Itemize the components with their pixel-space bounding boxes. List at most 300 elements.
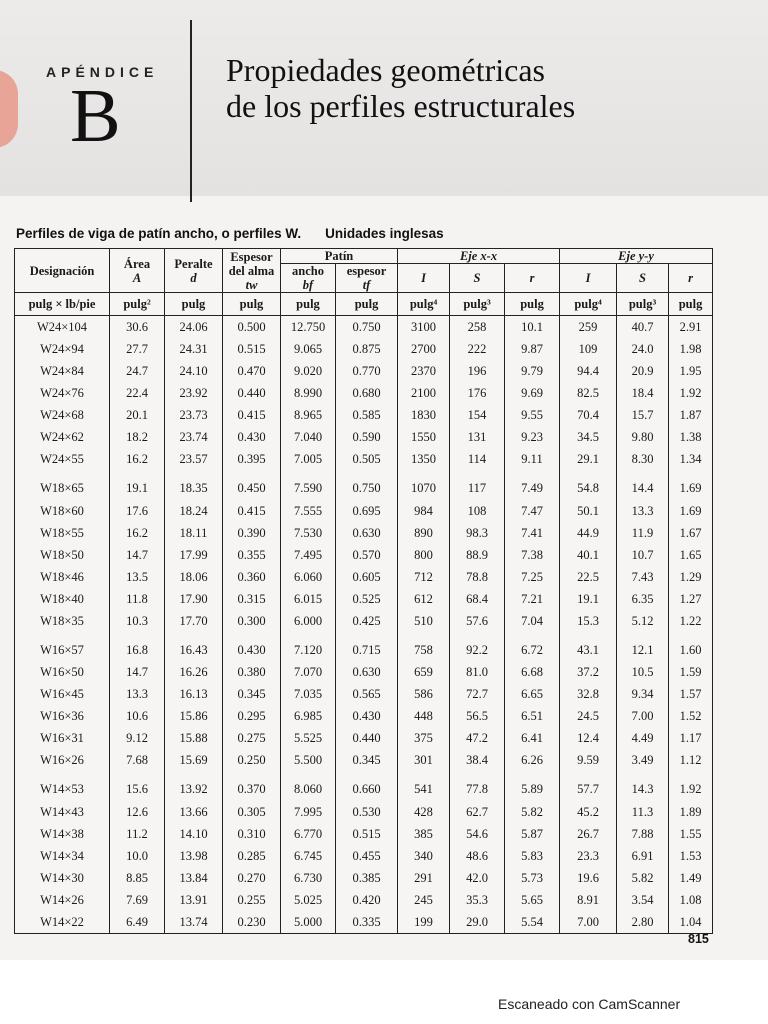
table-row: [15, 911, 713, 934]
value-cell: 7.555: [281, 500, 336, 522]
table-row: [15, 632, 713, 661]
value-cell: 13.5: [110, 566, 165, 588]
value-cell: 7.21: [505, 588, 560, 610]
value-cell: 0.270: [223, 867, 281, 889]
value-cell: 1.53: [669, 845, 713, 867]
value-cell: 0.250: [223, 749, 281, 771]
value-cell: 0.345: [336, 749, 398, 771]
value-cell: 18.2: [110, 426, 165, 448]
value-cell: 0.515: [223, 338, 281, 360]
title-line-2: de los perfiles estructurales: [226, 88, 576, 124]
value-cell: 1.27: [669, 588, 713, 610]
value-cell: 712: [398, 566, 450, 588]
value-cell: 13.91: [165, 889, 223, 911]
value-cell: 20.9: [617, 360, 669, 382]
value-cell: 16.26: [165, 661, 223, 683]
value-cell: 7.530: [281, 522, 336, 544]
value-cell: 1.69: [669, 500, 713, 522]
value-cell: 0.565: [336, 683, 398, 705]
unit-cell: pulg: [336, 293, 398, 316]
value-cell: 6.26: [505, 749, 560, 771]
value-cell: 13.74: [165, 911, 223, 934]
value-cell: 17.90: [165, 588, 223, 610]
value-cell: 5.000: [281, 911, 336, 934]
value-cell: 7.38: [505, 544, 560, 566]
value-cell: 0.430: [223, 426, 281, 448]
value-cell: 245: [398, 889, 450, 911]
unit-cell: pulg: [505, 293, 560, 316]
designation-cell: W14×53: [15, 771, 110, 800]
value-cell: 6.65: [505, 683, 560, 705]
value-cell: 6.41: [505, 727, 560, 749]
value-cell: 5.73: [505, 867, 560, 889]
value-cell: 0.425: [336, 610, 398, 632]
designation-cell: W14×22: [15, 911, 110, 934]
value-cell: 7.495: [281, 544, 336, 566]
value-cell: 16.2: [110, 522, 165, 544]
value-cell: 18.11: [165, 522, 223, 544]
table-row: [15, 338, 713, 360]
value-cell: 259: [560, 316, 617, 339]
header-divider: [190, 20, 192, 202]
value-cell: 22.5: [560, 566, 617, 588]
col-sxx: S: [450, 264, 505, 293]
value-cell: 48.6: [450, 845, 505, 867]
value-cell: 12.4: [560, 727, 617, 749]
designation-cell: W16×36: [15, 705, 110, 727]
value-cell: 15.86: [165, 705, 223, 727]
value-cell: 9.34: [617, 683, 669, 705]
table-row: [15, 749, 713, 771]
value-cell: 0.440: [336, 727, 398, 749]
value-cell: 2.80: [617, 911, 669, 934]
value-cell: 24.5: [560, 705, 617, 727]
value-cell: 1070: [398, 470, 450, 499]
value-cell: 26.7: [560, 823, 617, 845]
value-cell: 114: [450, 448, 505, 470]
value-cell: 0.680: [336, 382, 398, 404]
table-row: [15, 500, 713, 522]
designation-cell: W18×50: [15, 544, 110, 566]
table-row: [15, 316, 713, 339]
designation-cell: W14×34: [15, 845, 110, 867]
value-cell: 1.89: [669, 801, 713, 823]
value-cell: 0.450: [223, 470, 281, 499]
designation-cell: W14×38: [15, 823, 110, 845]
value-cell: 12.1: [617, 632, 669, 661]
value-cell: 17.6: [110, 500, 165, 522]
value-cell: 13.3: [617, 500, 669, 522]
designation-cell: W24×84: [15, 360, 110, 382]
col-ryy: r: [669, 264, 713, 293]
value-cell: 375: [398, 727, 450, 749]
table-row: [15, 727, 713, 749]
value-cell: 1.12: [669, 749, 713, 771]
value-cell: 0.390: [223, 522, 281, 544]
value-cell: 23.57: [165, 448, 223, 470]
value-cell: 0.750: [336, 316, 398, 339]
value-cell: 0.230: [223, 911, 281, 934]
value-cell: 6.730: [281, 867, 336, 889]
value-cell: 108: [450, 500, 505, 522]
value-cell: 586: [398, 683, 450, 705]
value-cell: 23.3: [560, 845, 617, 867]
value-cell: 9.12: [110, 727, 165, 749]
value-cell: 5.025: [281, 889, 336, 911]
value-cell: 6.770: [281, 823, 336, 845]
value-cell: 9.79: [505, 360, 560, 382]
value-cell: 56.5: [450, 705, 505, 727]
value-cell: 7.25: [505, 566, 560, 588]
value-cell: 2370: [398, 360, 450, 382]
value-cell: 1.95: [669, 360, 713, 382]
value-cell: 16.13: [165, 683, 223, 705]
value-cell: 0.345: [223, 683, 281, 705]
value-cell: 0.515: [336, 823, 398, 845]
value-cell: 22.4: [110, 382, 165, 404]
designation-cell: W24×68: [15, 404, 110, 426]
unit-cell: pulg: [281, 293, 336, 316]
value-cell: 0.875: [336, 338, 398, 360]
value-cell: 19.1: [110, 470, 165, 499]
row-group: [15, 316, 713, 471]
value-cell: 3.49: [617, 749, 669, 771]
value-cell: 29.0: [450, 911, 505, 934]
value-cell: 10.7: [617, 544, 669, 566]
value-cell: 7.04: [505, 610, 560, 632]
value-cell: 758: [398, 632, 450, 661]
value-cell: 0.590: [336, 426, 398, 448]
value-cell: 7.43: [617, 566, 669, 588]
value-cell: 0.380: [223, 661, 281, 683]
table-row: [15, 470, 713, 499]
camscanner-watermark: Escaneado con CamScanner: [498, 996, 681, 1012]
value-cell: 11.8: [110, 588, 165, 610]
value-cell: 34.5: [560, 426, 617, 448]
table-row: [15, 867, 713, 889]
table-row: [15, 544, 713, 566]
value-cell: 0.430: [223, 632, 281, 661]
table-row: [15, 610, 713, 632]
row-group: [15, 470, 713, 632]
value-cell: 6.985: [281, 705, 336, 727]
table-row: [15, 889, 713, 911]
value-cell: 0.420: [336, 889, 398, 911]
value-cell: 8.060: [281, 771, 336, 800]
designation-cell: W16×31: [15, 727, 110, 749]
w-shapes-table: [14, 248, 713, 934]
value-cell: 0.455: [336, 845, 398, 867]
designation-cell: W18×60: [15, 500, 110, 522]
value-cell: 8.85: [110, 867, 165, 889]
value-cell: 11.3: [617, 801, 669, 823]
value-cell: 37.2: [560, 661, 617, 683]
value-cell: 5.83: [505, 845, 560, 867]
appendix-letter: B: [70, 74, 121, 158]
value-cell: 258: [450, 316, 505, 339]
unit-cell: pulg × lb/pie: [15, 293, 110, 316]
value-cell: 1.60: [669, 632, 713, 661]
value-cell: 7.070: [281, 661, 336, 683]
value-cell: 54.6: [450, 823, 505, 845]
value-cell: 9.11: [505, 448, 560, 470]
table-caption-units: Unidades inglesas: [325, 226, 444, 241]
value-cell: 23.73: [165, 404, 223, 426]
unit-cell: pulg: [669, 293, 713, 316]
designation-cell: W24×94: [15, 338, 110, 360]
value-cell: 6.49: [110, 911, 165, 934]
value-cell: 800: [398, 544, 450, 566]
value-cell: 54.8: [560, 470, 617, 499]
value-cell: 10.6: [110, 705, 165, 727]
unit-cell: pulg: [223, 293, 281, 316]
value-cell: 7.88: [617, 823, 669, 845]
value-cell: 0.500: [223, 316, 281, 339]
table-caption: [16, 226, 444, 241]
value-cell: 17.99: [165, 544, 223, 566]
col-iyy: I: [560, 264, 617, 293]
value-cell: 0.660: [336, 771, 398, 800]
value-cell: 1.22: [669, 610, 713, 632]
value-cell: 9.59: [560, 749, 617, 771]
table-row: [15, 705, 713, 727]
value-cell: 62.7: [450, 801, 505, 823]
value-cell: 196: [450, 360, 505, 382]
value-cell: 15.6: [110, 771, 165, 800]
col-espesor-alma: Espesor del alma tw: [223, 249, 281, 293]
unit-cell: pulg²: [110, 293, 165, 316]
value-cell: 14.7: [110, 661, 165, 683]
value-cell: 1.49: [669, 867, 713, 889]
designation-cell: W16×57: [15, 632, 110, 661]
value-cell: 13.3: [110, 683, 165, 705]
value-cell: 72.7: [450, 683, 505, 705]
col-area: Área A: [110, 249, 165, 293]
value-cell: 70.4: [560, 404, 617, 426]
col-syy: S: [617, 264, 669, 293]
value-cell: 5.65: [505, 889, 560, 911]
value-cell: 612: [398, 588, 450, 610]
value-cell: 0.715: [336, 632, 398, 661]
value-cell: 7.00: [560, 911, 617, 934]
row-group: [15, 771, 713, 933]
value-cell: 35.3: [450, 889, 505, 911]
value-cell: 8.30: [617, 448, 669, 470]
value-cell: 23.92: [165, 382, 223, 404]
value-cell: 1.57: [669, 683, 713, 705]
value-cell: 117: [450, 470, 505, 499]
row-group: [15, 632, 713, 772]
value-cell: 10.1: [505, 316, 560, 339]
value-cell: 32.8: [560, 683, 617, 705]
value-cell: 1.69: [669, 470, 713, 499]
value-cell: 1.52: [669, 705, 713, 727]
designation-cell: W18×55: [15, 522, 110, 544]
value-cell: 4.49: [617, 727, 669, 749]
value-cell: 13.92: [165, 771, 223, 800]
value-cell: 1.34: [669, 448, 713, 470]
value-cell: 6.72: [505, 632, 560, 661]
value-cell: 12.6: [110, 801, 165, 823]
value-cell: 0.275: [223, 727, 281, 749]
value-cell: 81.0: [450, 661, 505, 683]
designation-cell: W18×46: [15, 566, 110, 588]
table-row: [15, 382, 713, 404]
value-cell: 1.87: [669, 404, 713, 426]
value-cell: 14.7: [110, 544, 165, 566]
designation-cell: W24×55: [15, 448, 110, 470]
value-cell: 7.41: [505, 522, 560, 544]
value-cell: 15.7: [617, 404, 669, 426]
value-cell: 1.92: [669, 771, 713, 800]
units-row: [15, 293, 713, 316]
value-cell: 984: [398, 500, 450, 522]
table-row: [15, 426, 713, 448]
value-cell: 14.10: [165, 823, 223, 845]
value-cell: 1.04: [669, 911, 713, 934]
table-row: [15, 522, 713, 544]
value-cell: 88.9: [450, 544, 505, 566]
table-row: [15, 360, 713, 382]
unit-cell: pulg: [165, 293, 223, 316]
value-cell: 1.67: [669, 522, 713, 544]
value-cell: 0.335: [336, 911, 398, 934]
value-cell: 9.69: [505, 382, 560, 404]
value-cell: 94.4: [560, 360, 617, 382]
value-cell: 659: [398, 661, 450, 683]
value-cell: 24.31: [165, 338, 223, 360]
value-cell: 5.525: [281, 727, 336, 749]
col-ixx: I: [398, 264, 450, 293]
value-cell: 20.1: [110, 404, 165, 426]
value-cell: 0.440: [223, 382, 281, 404]
value-cell: 7.00: [617, 705, 669, 727]
value-cell: 24.7: [110, 360, 165, 382]
value-cell: 9.80: [617, 426, 669, 448]
value-cell: 340: [398, 845, 450, 867]
value-cell: 0.525: [336, 588, 398, 610]
value-cell: 199: [398, 911, 450, 934]
designation-cell: W24×104: [15, 316, 110, 339]
value-cell: 0.505: [336, 448, 398, 470]
value-cell: 29.1: [560, 448, 617, 470]
unit-cell: pulg³: [617, 293, 669, 316]
col-group-eje-yy: Eje y-y: [560, 249, 713, 264]
value-cell: 0.305: [223, 801, 281, 823]
value-cell: 13.84: [165, 867, 223, 889]
value-cell: 1350: [398, 448, 450, 470]
value-cell: 0.295: [223, 705, 281, 727]
value-cell: 7.005: [281, 448, 336, 470]
value-cell: 7.120: [281, 632, 336, 661]
value-cell: 15.69: [165, 749, 223, 771]
value-cell: 291: [398, 867, 450, 889]
designation-cell: W18×35: [15, 610, 110, 632]
col-ancho: ancho bf: [281, 264, 336, 293]
value-cell: 57.7: [560, 771, 617, 800]
value-cell: 6.35: [617, 588, 669, 610]
value-cell: 24.06: [165, 316, 223, 339]
value-cell: 1.29: [669, 566, 713, 588]
designation-cell: W16×26: [15, 749, 110, 771]
unit-cell: pulg⁴: [560, 293, 617, 316]
value-cell: 40.7: [617, 316, 669, 339]
value-cell: 27.7: [110, 338, 165, 360]
value-cell: 10.3: [110, 610, 165, 632]
value-cell: 3100: [398, 316, 450, 339]
value-cell: 18.06: [165, 566, 223, 588]
value-cell: 14.3: [617, 771, 669, 800]
value-cell: 428: [398, 801, 450, 823]
value-cell: 9.065: [281, 338, 336, 360]
value-cell: 1.17: [669, 727, 713, 749]
value-cell: 98.3: [450, 522, 505, 544]
value-cell: 8.91: [560, 889, 617, 911]
value-cell: 7.035: [281, 683, 336, 705]
table-row: [15, 404, 713, 426]
page-number: 815: [688, 932, 709, 946]
value-cell: 9.87: [505, 338, 560, 360]
col-group-patin: Patín: [281, 249, 398, 264]
designation-cell: W24×62: [15, 426, 110, 448]
value-cell: 448: [398, 705, 450, 727]
value-cell: 6.51: [505, 705, 560, 727]
value-cell: 301: [398, 749, 450, 771]
value-cell: 43.1: [560, 632, 617, 661]
value-cell: 0.415: [223, 404, 281, 426]
value-cell: 18.24: [165, 500, 223, 522]
scan-footer: [0, 960, 768, 1024]
value-cell: 9.55: [505, 404, 560, 426]
value-cell: 14.4: [617, 470, 669, 499]
value-cell: 0.750: [336, 470, 398, 499]
value-cell: 131: [450, 426, 505, 448]
value-cell: 19.6: [560, 867, 617, 889]
value-cell: 11.9: [617, 522, 669, 544]
value-cell: 7.49: [505, 470, 560, 499]
value-cell: 6.68: [505, 661, 560, 683]
value-cell: 0.585: [336, 404, 398, 426]
appendix-title: [226, 52, 575, 124]
value-cell: 68.4: [450, 588, 505, 610]
value-cell: 15.88: [165, 727, 223, 749]
col-peralte: Peralte d: [165, 249, 223, 293]
table-caption-main: Perfiles de viga de patín ancho, o perfiles W.: [16, 226, 302, 241]
value-cell: 42.0: [450, 867, 505, 889]
col-group-eje-xx: Eje x-x: [398, 249, 560, 264]
table-row: [15, 801, 713, 823]
unit-cell: pulg⁴: [398, 293, 450, 316]
designation-cell: W18×40: [15, 588, 110, 610]
value-cell: 0.355: [223, 544, 281, 566]
value-cell: 510: [398, 610, 450, 632]
value-cell: 1.08: [669, 889, 713, 911]
value-cell: 6.745: [281, 845, 336, 867]
value-cell: 541: [398, 771, 450, 800]
table-row: [15, 683, 713, 705]
value-cell: 7.995: [281, 801, 336, 823]
value-cell: 222: [450, 338, 505, 360]
unit-cell: pulg³: [450, 293, 505, 316]
value-cell: 44.9: [560, 522, 617, 544]
value-cell: 109: [560, 338, 617, 360]
value-cell: 0.385: [336, 867, 398, 889]
designation-cell: W24×76: [15, 382, 110, 404]
value-cell: 50.1: [560, 500, 617, 522]
value-cell: 0.770: [336, 360, 398, 382]
header-row-1: [15, 249, 713, 264]
value-cell: 40.1: [560, 544, 617, 566]
